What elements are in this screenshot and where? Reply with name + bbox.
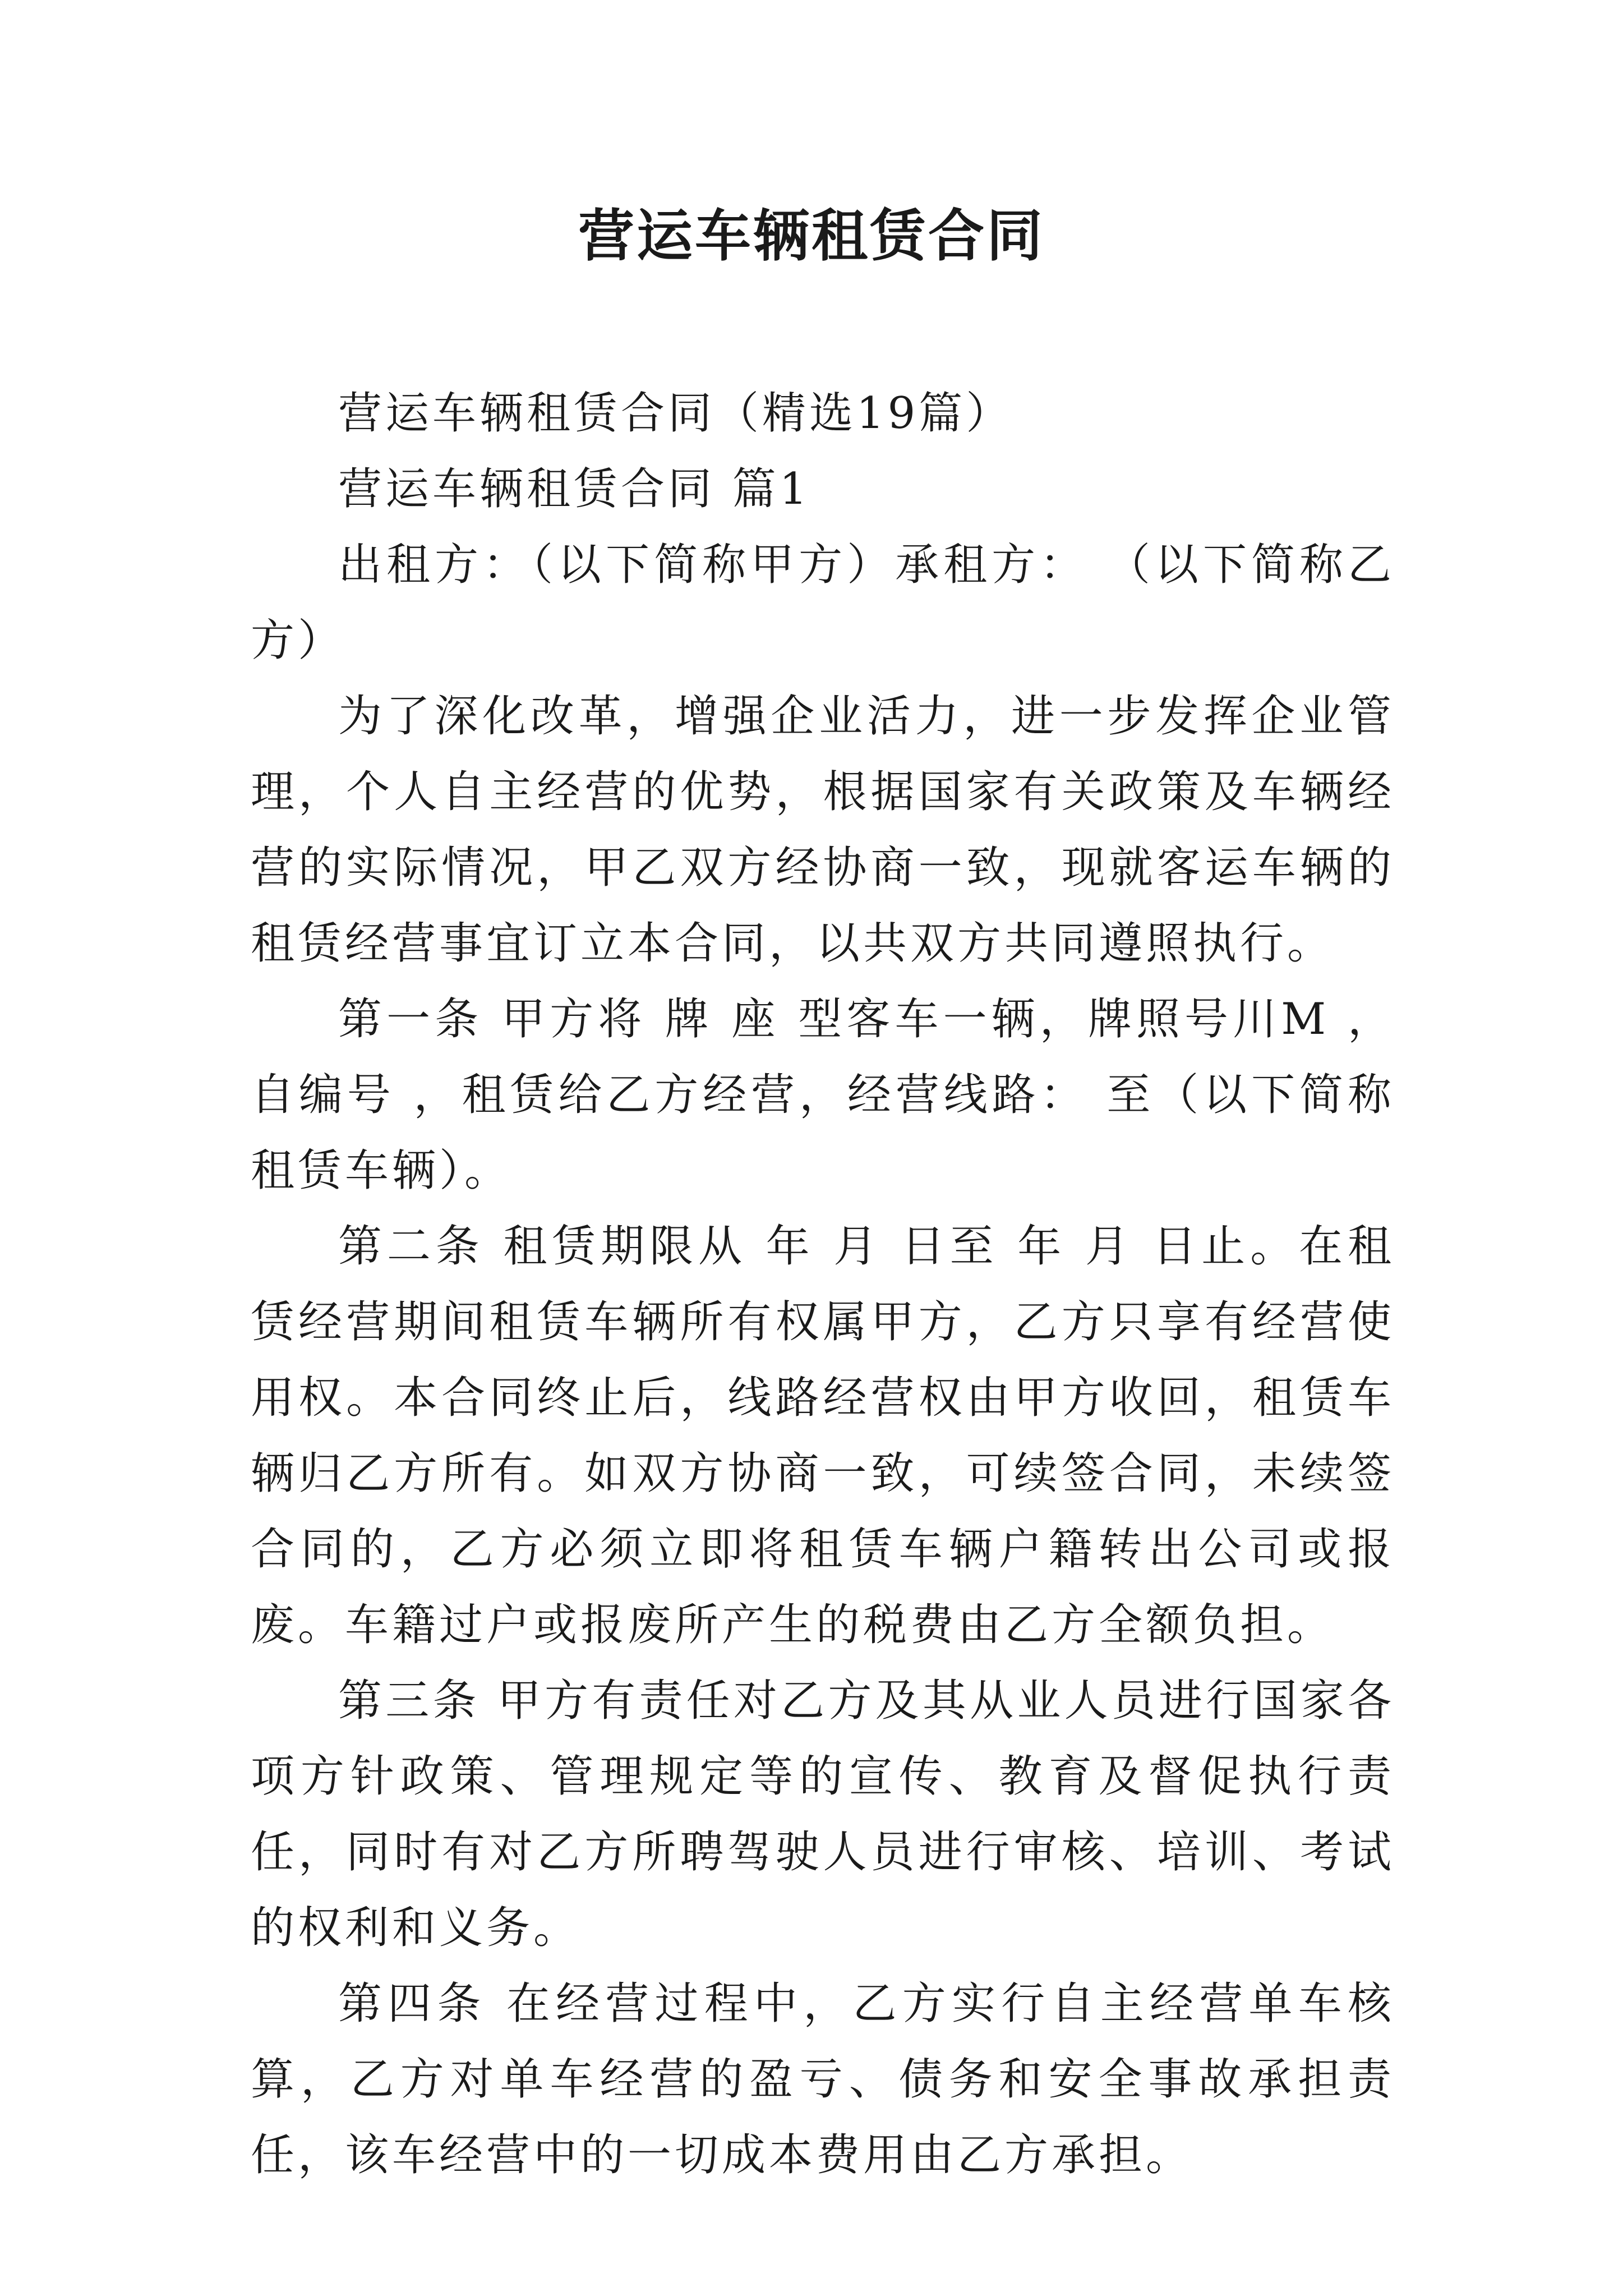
paragraph-article-1: 第一条 甲方将 牌 座 型客车一辆，牌照号川M ，自编号 ，租赁给乙方经营，经营线路： 至（以下简称租赁车辆）。 (251, 994, 1395, 1196)
paragraph-article-2: 第二条 租赁期限从 年 月 日至 年 月 日止。在租赁经营期间租赁车辆所有权属甲方，乙方只享有经营使用权。本合同终止后，线路经营权由甲方收回，租赁车辆归乙方所有。如双方协商一致，可续签合同，未续签合同的，乙方必须立即将租赁车辆户籍转出公司或报废。车籍过户或报废所产生的税费由乙方全额负担。 (251, 1221, 1395, 1650)
paragraph-preamble: 为了深化改革，增强企业活力，进一步发挥企业管理，个人自主经营的优势，根据国家有关政策及车辆经营的实际情况，甲乙双方经协商一致，现就客运车辆的租赁经营事宜订立本合同，以共双方共同遵照执行。 (251, 691, 1395, 969)
paragraph-parties: 出租方：（以下简称甲方）承租方： （以下简称乙方） (251, 540, 1395, 666)
document-body (251, 376, 1395, 2193)
paragraph-subtitle: 营运车辆租赁合同（精选19篇） (338, 388, 1013, 439)
paragraph-section-heading: 营运车辆租赁合同 篇1 (338, 464, 811, 514)
paragraph-article-3: 第三条 甲方有责任对乙方及其从业人员进行国家各项方针政策、管理规定等的宣传、教育及督促执行责任，同时有对乙方所聘驾驶人员进行审核、培训、考试的权利和义务。 (251, 1676, 1395, 1953)
document-title: 营运车辆租赁合同 (578, 203, 1045, 269)
paragraph-article-4: 第四条 在经营过程中，乙方实行自主经营单车核算，乙方对单车经营的盈亏、债务和安全事故承担责任，该车经营中的一切成本费用由乙方承担。 (251, 1978, 1395, 2180)
